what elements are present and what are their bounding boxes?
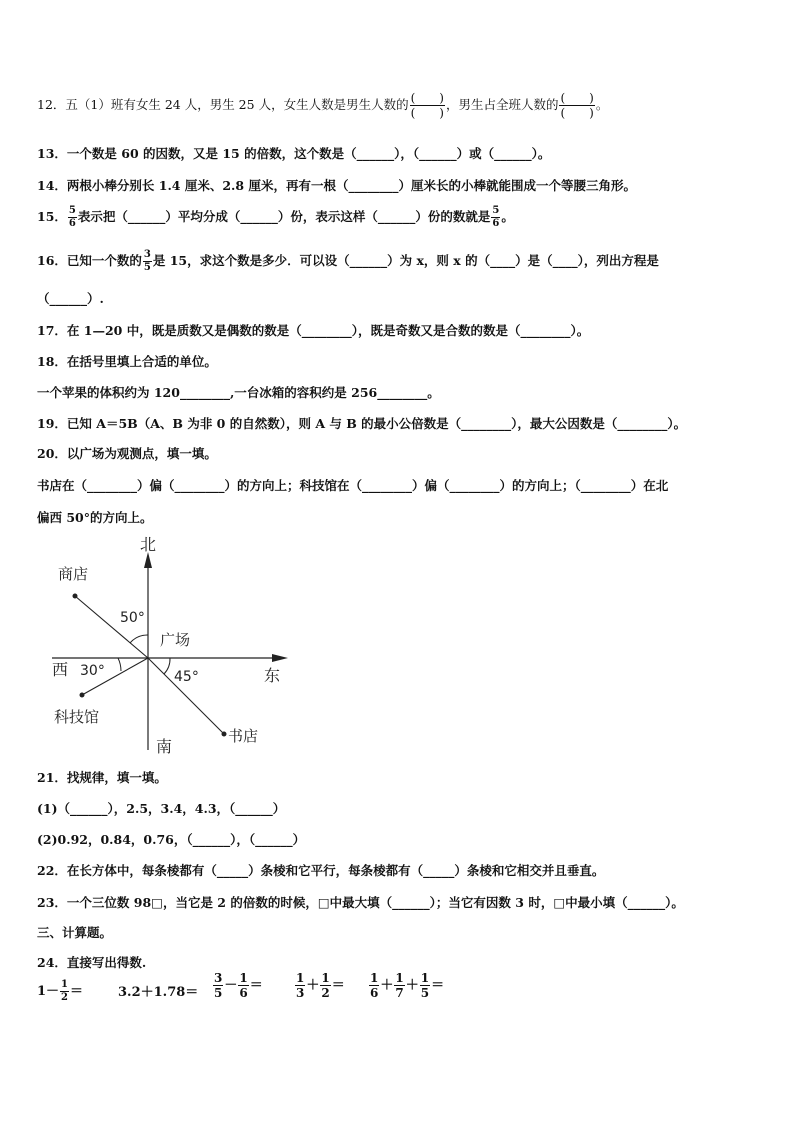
question-16: 16．已知一个数的 $\frac{3}{5}$ 是 15，求这个数是多少．可以设（______）为 x，则 x 的（____）是（____），列出方程是 <box>37 249 659 273</box>
question-13: 13．一个数是 60 的因数，又是 15 的倍数，这个数是（______），（______）或（______）。 <box>37 146 551 161</box>
shop-point <box>73 594 78 599</box>
west-label: 西 <box>52 660 69 679</box>
shop-label: 商店 <box>58 565 89 583</box>
bookstore-label: 书店 <box>228 727 259 745</box>
question-15: 15． $\frac{5}{6}$ 表示把（______）平均分成（______）份，表示这样（______）份的数就是 $\frac{5}{6}$ 。 <box>37 205 514 229</box>
angle-arc-45 <box>164 658 170 674</box>
direction-diagram <box>40 530 300 765</box>
question-17: 17．在 1—20 中，既是质数又是偶数的数是（________），既是奇数又是合数的数是（________）。 <box>37 323 590 338</box>
bookstore-point <box>222 732 227 737</box>
expr-5: $\frac{1}{6}$ ＋ $\frac{1}{7}$ ＋ $\frac{1}{5}$ ＝ <box>370 971 445 1000</box>
question-22: 22．在长方体中，每条棱都有（_____）条棱和它平行，每条棱都有（_____）条棱和它相交并且垂直。 <box>37 863 605 878</box>
angle-50-label: 50° <box>120 610 145 626</box>
question-21-part1: (1)（______），2.5，3.4，4.3，（______） <box>37 801 286 816</box>
north-label: 北 <box>140 535 157 554</box>
q12-fraction-2: ( ) ( ) <box>560 91 594 120</box>
east-label: 东 <box>264 666 281 685</box>
east-arrow <box>272 654 288 662</box>
angle-arc-30 <box>118 658 121 671</box>
question-18-title: 18．在括号里填上合适的单位。 <box>37 354 217 369</box>
question-12: 12．五（1）班有女生 24 人，男生 25 人，女生人数是男生人数的 ( ) ( ) ，男生占全班人数的 ( ) ( ) 。 <box>37 91 609 120</box>
question-20-line2: 偏西 50°的方向上。 <box>37 510 153 525</box>
q15-fraction: $\frac{5}{6}$ <box>68 205 76 229</box>
expr-3: $\frac{3}{5}$ － $\frac{1}{6}$ ＝ <box>214 971 263 1000</box>
q12-fraction-1: ( ) ( ) <box>410 91 444 120</box>
question-16-cont: （______）. <box>37 291 104 306</box>
angle-arc-50 <box>130 635 148 643</box>
angle-45-label: 45° <box>174 669 199 685</box>
question-19: 19．已知 A＝5B（A、B 为非 0 的自然数），则 A 与 B 的最小公倍数是（________），最大公因数是（________）。 <box>37 416 687 431</box>
south-label: 南 <box>156 737 173 756</box>
question-20-title: 20．以广场为观测点，填一填。 <box>37 446 217 461</box>
museum-point <box>80 693 85 698</box>
question-14: 14．两根小棒分别长 1.4 厘米、2.8 厘米，再有一根（________）厘米长的小棒就能围成一个等腰三角形。 <box>37 178 636 193</box>
expr-4: $\frac{1}{3}$ ＋ $\frac{1}{2}$ ＝ <box>296 971 345 1000</box>
question-24-title: 24．直接写出得数. <box>37 955 147 970</box>
question-20-line1: 书店在（________）偏（________）的方向上；科技馆在（________）偏（________）的方向上；（________）在北 <box>37 478 669 493</box>
question-18-line: 一个苹果的体积约为 120________,一台冰箱的容积约是 256________。 <box>37 385 440 400</box>
shop-ray <box>75 596 148 658</box>
expr-2: 3.2＋1.78＝ <box>118 985 199 1000</box>
angle-30-label: 30° <box>80 663 105 679</box>
q12-text: 12．五（1）班有女生 24 人，男生 25 人，女生人数是男生人数的 <box>37 97 409 112</box>
section-3-heading: 三、计算题。 <box>37 925 113 940</box>
q12-text-2: ，男生占全班人数的 <box>445 97 559 112</box>
north-arrow <box>144 552 152 568</box>
q15-fraction-2: $\frac{5}{6}$ <box>492 205 500 229</box>
museum-label: 科技馆 <box>54 708 100 726</box>
expr-1: 1－ $\frac{1}{2}$ ＝ <box>37 979 84 1003</box>
question-21-part2: (2)0.92，0.84，0.76，（______），（______） <box>37 832 306 847</box>
question-21-title: 21．找规律，填一填。 <box>37 770 167 785</box>
q16-fraction: $\frac{3}{5}$ <box>143 249 151 273</box>
center-label: 广场 <box>160 631 191 649</box>
question-23: 23．一个三位数 98□，当它是 2 的倍数的时候，□中最大填（______）；当它有因数 3 时，□中最小填（______）。 <box>37 895 684 910</box>
